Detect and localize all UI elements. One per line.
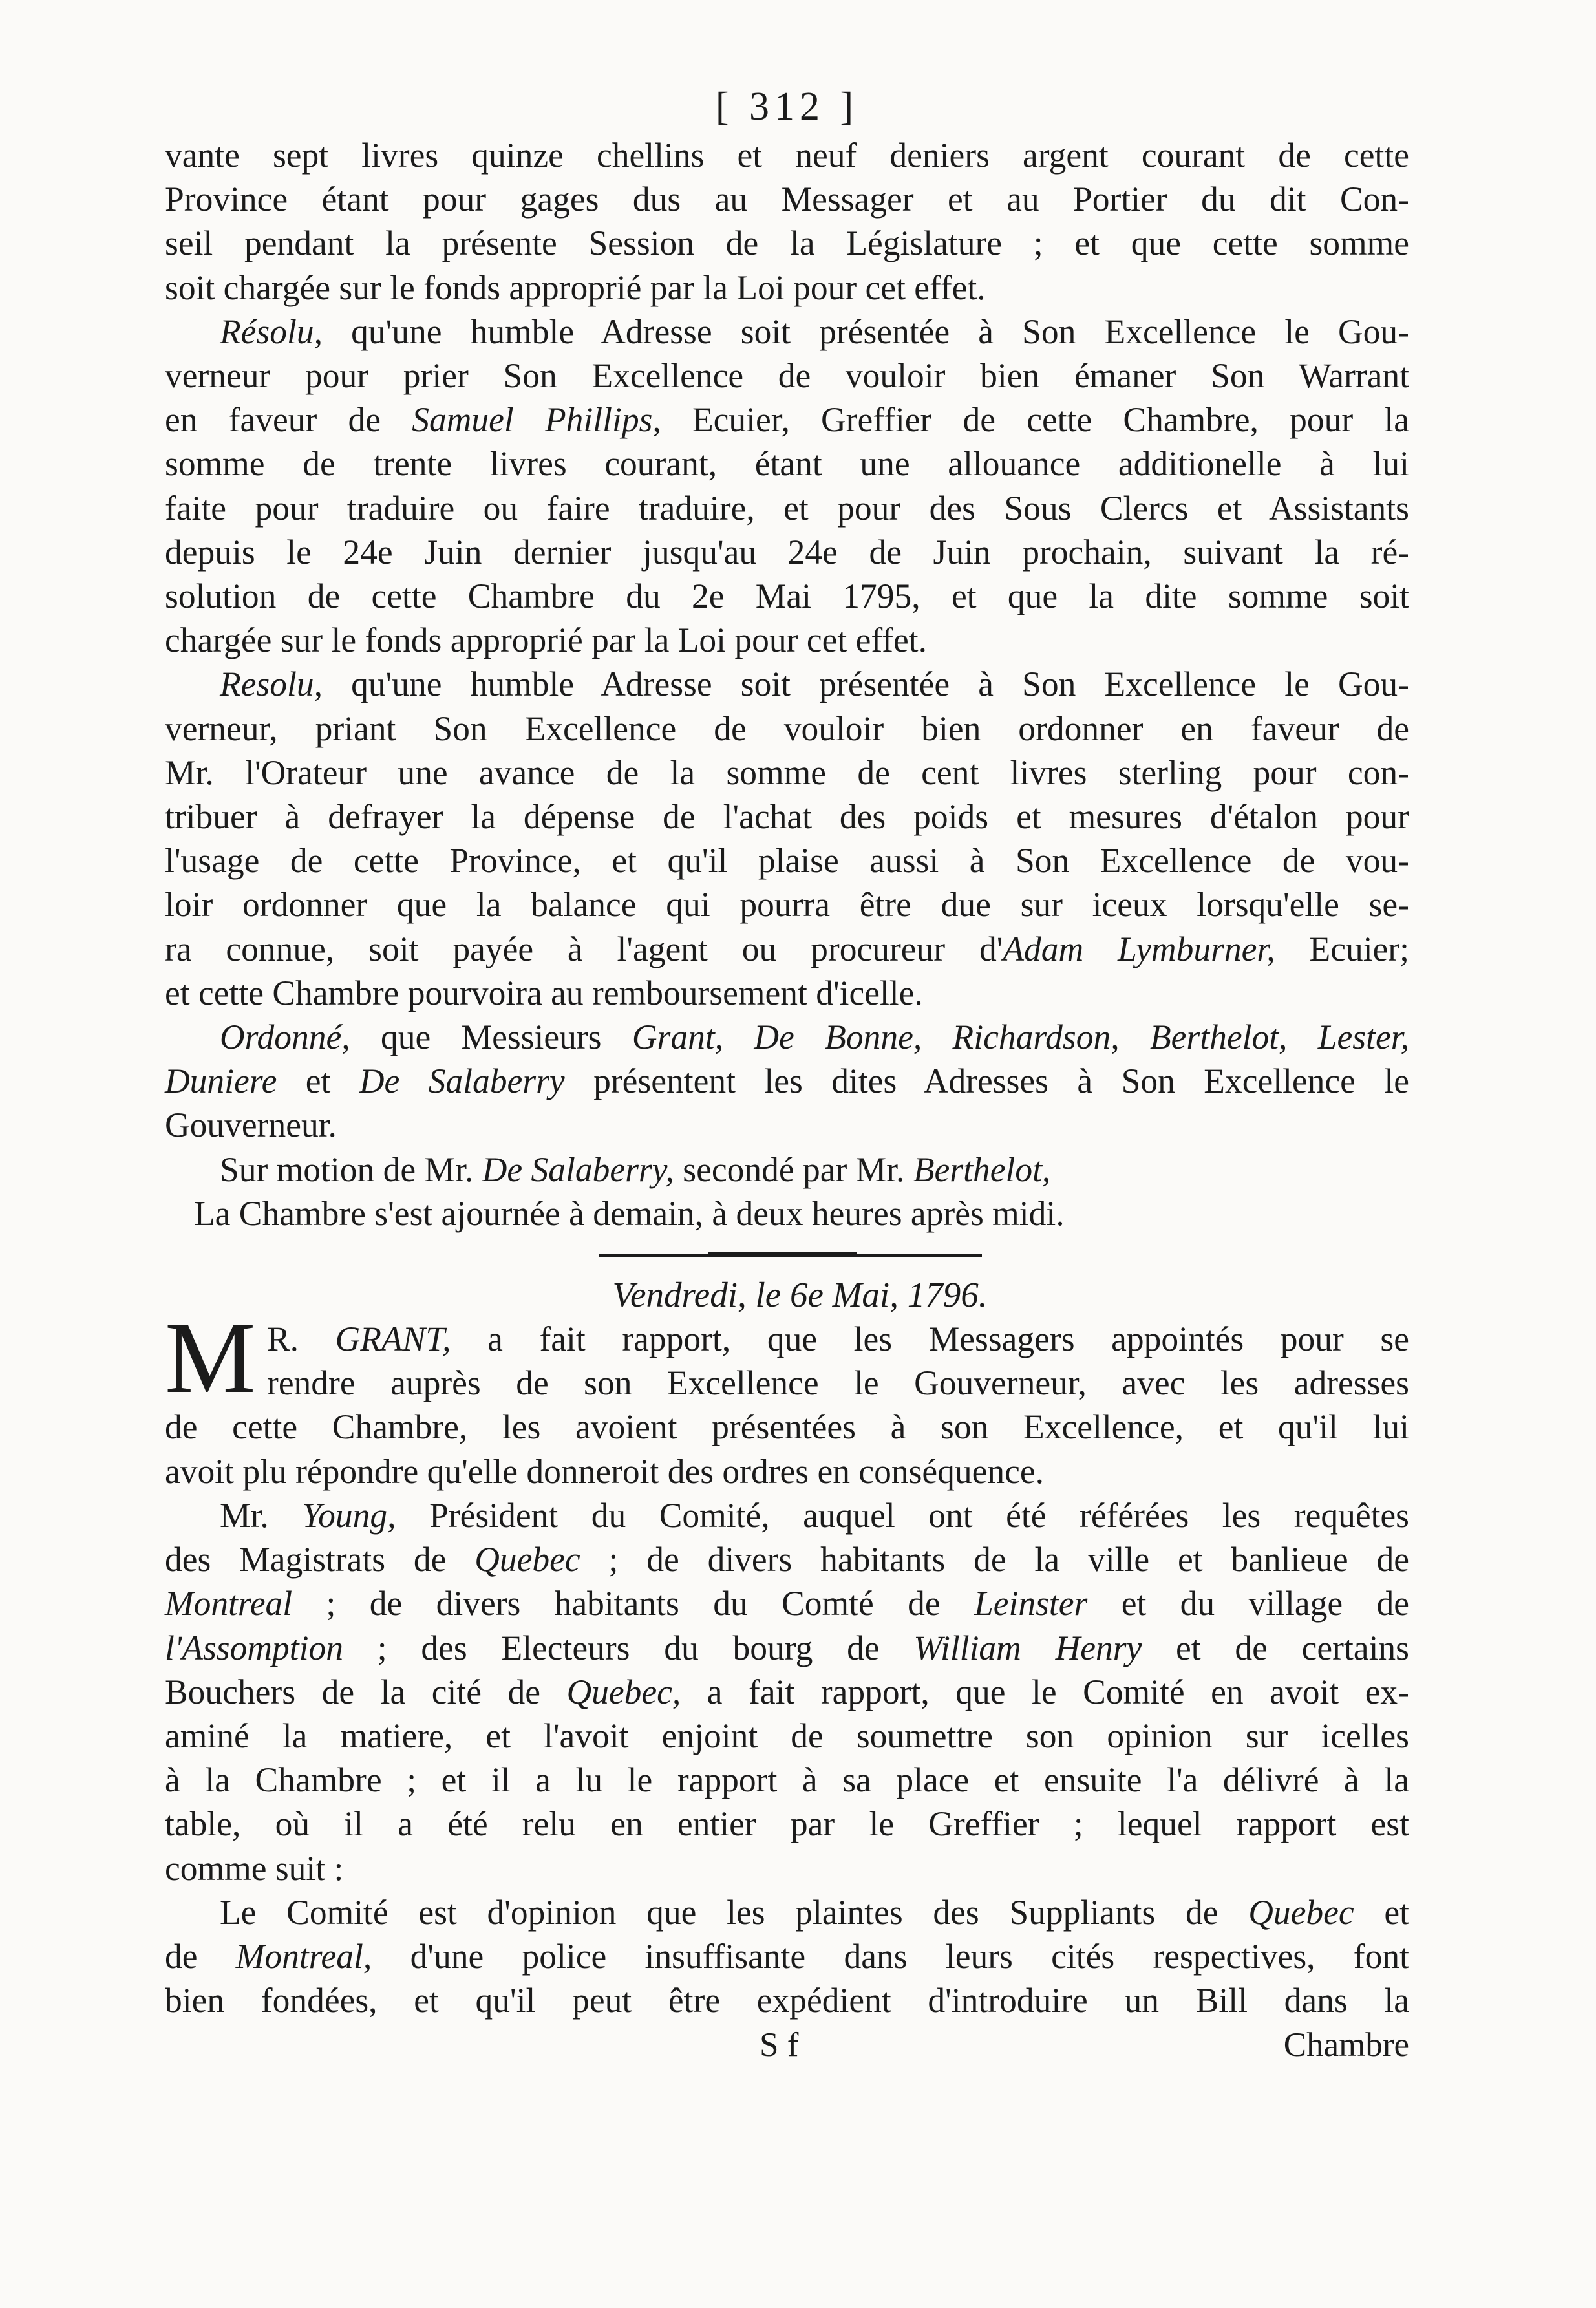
- catchword: Chambre: [1283, 2026, 1409, 2064]
- text-line: bien fondées, et qu'il peut être expédient d'introduire un Bill dans la: [165, 1981, 1409, 2020]
- text-line: [165, 1317, 1409, 1361]
- text-line: [165, 927, 1409, 971]
- paragraph-7: [165, 1301, 1409, 1493]
- place-name: Montreal,: [235, 1936, 372, 1976]
- text-line: somme de trente livres courant, étant une allouance additionelle à lui: [165, 444, 1409, 484]
- text-run: Mr.: [220, 1495, 303, 1535]
- paragraph-2: [165, 310, 1409, 663]
- text-line: [165, 1059, 1409, 1103]
- person-name: GRANT,: [335, 1320, 451, 1359]
- text-line: loir ordonner que la balance qui pourra être due sur iceux lorsqu'elle se-: [165, 885, 1409, 924]
- text-line: Province étant pour gages dus au Messager et au Portier du dit Con-: [165, 180, 1409, 219]
- text-line: [165, 1670, 1409, 1714]
- place-name: Quebec,: [566, 1672, 681, 1711]
- text-line: Gouverneur.: [165, 1106, 337, 1145]
- place-name: Montreal: [165, 1584, 293, 1623]
- resolu-label: Resolu,: [220, 665, 323, 704]
- text-line: rendre auprès de son Excellence le Gouverneur, avec les adresses: [267, 1363, 1409, 1403]
- text-line: solution de cette Chambre du 2e Mai 1795, et que la dite somme soit: [165, 577, 1409, 616]
- person-name: Samuel Phillips,: [412, 400, 661, 440]
- text-run: R.: [267, 1320, 335, 1359]
- text-line: verneur, priant Son Excellence de vouloir bien ordonner en faveur de: [165, 709, 1409, 748]
- text-run: et: [1354, 1892, 1409, 1932]
- text-run: Ecuier;: [1275, 929, 1409, 968]
- text-line: Mr. l'Orateur une avance de la somme de cent livres sterling pour con-: [165, 753, 1409, 792]
- text-run: et de certains: [1142, 1628, 1410, 1667]
- person-name: Adam Lymburner,: [1003, 929, 1275, 968]
- text-line: [165, 1537, 1409, 1581]
- text-line: [165, 1626, 1409, 1670]
- document-page: [165, 84, 1409, 2256]
- paragraph-3: [165, 662, 1409, 1015]
- text-line: [165, 1934, 1409, 1978]
- text-line: vante sept livres quinze chellins et neuf deniers argent courant de cette: [165, 136, 1409, 175]
- paragraph-1: [165, 133, 1409, 310]
- text-run: présentent les dites Adresses à Son Excellence le: [564, 1062, 1409, 1101]
- text-run: qu'une humble Adresse soit présentée à Son Excellence le Gou-: [323, 665, 1409, 704]
- text-line: table, où il a été relu en entier par le Greffier ; lequel rapport est: [165, 1804, 1409, 1844]
- text-line: [165, 1148, 1409, 1191]
- text-line: soit chargée sur le fonds approprié par la Loi pour cet effet.: [165, 268, 986, 307]
- member-names: Duniere: [165, 1062, 277, 1101]
- signature-mark: S f: [760, 2026, 799, 2064]
- person-name: Young,: [302, 1495, 396, 1535]
- text-run: a fait rapport, que le Comité en avoit ex-: [681, 1672, 1410, 1711]
- text-line: La Chambre s'est ajournée à demain, à deux heures après midi.: [194, 1193, 1065, 1233]
- section-divider: [165, 1235, 1409, 1273]
- ordonne-label: Ordonné,: [220, 1018, 350, 1057]
- page-number: [ 312 ]: [715, 85, 859, 129]
- text-run: des Magistrats de: [165, 1540, 475, 1579]
- resolu-label: Résolu,: [220, 312, 323, 351]
- text-run: ; de divers habitants de la ville et banlieue de: [580, 1540, 1409, 1579]
- paragraph-6: [165, 1191, 1409, 1235]
- text-run: qu'une humble Adresse soit présentée à Son Excellence le Gou-: [323, 312, 1409, 351]
- person-name: Berthelot,: [913, 1149, 1051, 1189]
- place-name: l'Assomption: [165, 1628, 343, 1667]
- text-line: à la Chambre ; et il a lu le rapport à sa place et ensuite l'a délivré à la: [165, 1760, 1409, 1800]
- place-name: William Henry: [913, 1628, 1142, 1667]
- person-name: De Salaberry,: [482, 1149, 674, 1189]
- text-run: secondé par Mr.: [674, 1149, 913, 1189]
- text-line: verneur pour prier Son Excellence de vouloir bien émaner Son Warrant: [165, 356, 1409, 396]
- paragraph-5: [165, 1148, 1409, 1191]
- text-line: l'usage de cette Province, et qu'il plaise aussi à Son Excellence de vou-: [165, 841, 1409, 881]
- place-name: Leinster: [974, 1584, 1088, 1623]
- page-footer: [165, 2022, 1409, 2068]
- text-line: depuis le 24e Juin dernier jusqu'au 24e de Juin prochain, suivant la ré-: [165, 532, 1409, 572]
- text-line: aminé la matiere, et l'avoit enjoint de soumettre son opinion sur icelles: [165, 1716, 1409, 1755]
- text-line: et cette Chambre pourvoira au remboursement d'icelle.: [165, 973, 923, 1012]
- text-run: en faveur de: [165, 400, 412, 440]
- text-run: ; de divers habitants du Comté de: [292, 1584, 974, 1623]
- text-run: Président du Comité, auquel ont été référées les requêtes: [396, 1495, 1409, 1535]
- text-run: Ecuier, Greffier de cette Chambre, pour la: [661, 400, 1409, 440]
- text-line: de cette Chambre, les avoient présentées à son Excellence, et qu'il lui: [165, 1407, 1409, 1447]
- drop-cap: M: [165, 1301, 256, 1415]
- text-line: [165, 1890, 1409, 1934]
- text-line: [165, 310, 1409, 354]
- dateline: Vendredi, le 6e Mai, 1796.: [612, 1275, 988, 1315]
- place-name: Quebec: [1248, 1892, 1354, 1932]
- paragraph-9: [165, 1890, 1409, 2023]
- text-run: Bouchers de la cité de: [165, 1672, 567, 1711]
- text-line: chargée sur le fonds approprié par la Loi pour cet effet.: [165, 621, 927, 660]
- text-run: de: [165, 1936, 236, 1976]
- text-run: d'une police insuffisante dans leurs cités respectives, font: [372, 1936, 1409, 1976]
- text-run: ; des Electeurs du bourg de: [343, 1628, 914, 1667]
- text-line: [165, 1581, 1409, 1625]
- text-line: [165, 662, 1409, 706]
- member-names: Grant, De Bonne, Richardson, Berthelot, Lester,: [632, 1018, 1409, 1057]
- text-run: ra connue, soit payée à l'agent ou procureur d': [165, 929, 1003, 968]
- text-run: Sur motion de Mr.: [220, 1149, 482, 1189]
- text-run: et du village de: [1087, 1584, 1409, 1623]
- place-name: Quebec: [474, 1540, 580, 1579]
- text-line: [165, 1493, 1409, 1537]
- text-line: seil pendant la présente Session de la Législature ; et que cette somme: [165, 224, 1409, 263]
- paragraph-4: [165, 1015, 1409, 1148]
- text-line: faite pour traduire ou faire traduire, et pour des Sous Clercs et Assistants: [165, 488, 1409, 528]
- text-run: que Messieurs: [350, 1018, 632, 1057]
- text-line: avoit plu répondre qu'elle donneroit des ordres en conséquence.: [165, 1451, 1045, 1491]
- text-run: et: [277, 1062, 359, 1101]
- text-line: comme suit :: [165, 1848, 344, 1888]
- member-names: De Salaberry: [359, 1062, 565, 1101]
- paragraph-8: [165, 1493, 1409, 1890]
- text-run: a fait rapport, que les Messagers appointés pour se: [451, 1320, 1409, 1359]
- text-line: tribuer à defrayer la dépense de l'achat des poids et mesures d'étalon pour: [165, 797, 1409, 837]
- text-line: [165, 398, 1409, 442]
- text-line: [165, 1015, 1409, 1059]
- text-run: Le Comité est d'opinion que les plaintes des Suppliants de: [220, 1892, 1249, 1932]
